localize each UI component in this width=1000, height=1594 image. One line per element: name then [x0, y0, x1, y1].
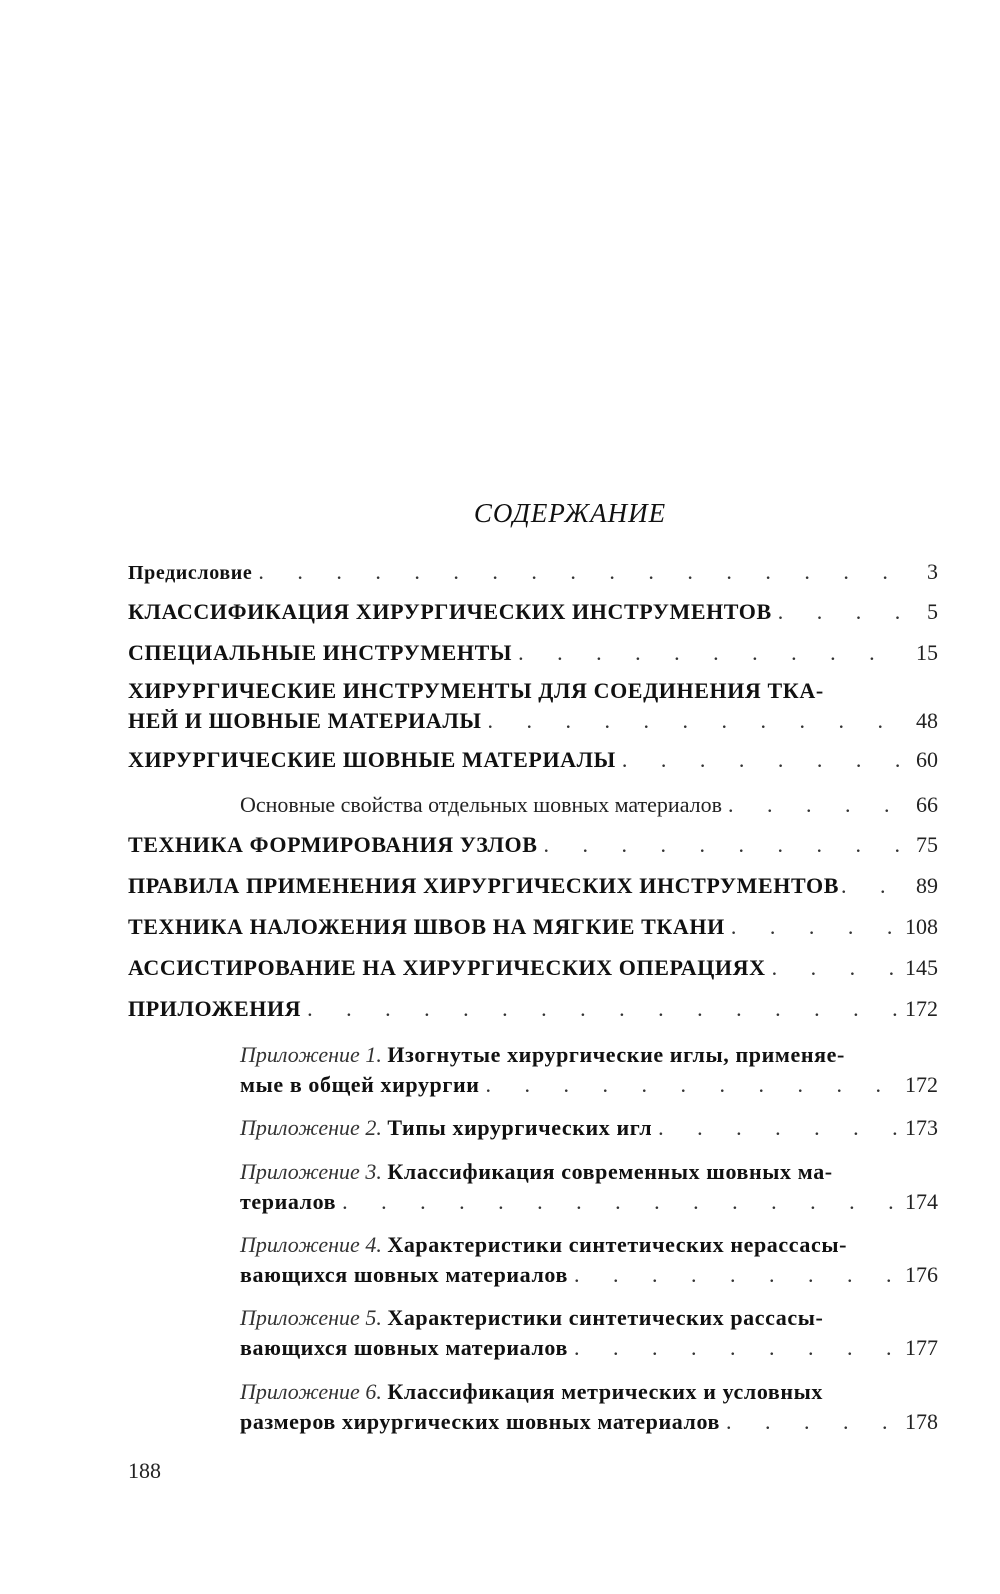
toc-entry-title: ХИРУРГИЧЕСКИЕ ШОВНЫЕ МАТЕРИАЛЫ	[128, 747, 616, 772]
appendix-label: Приложение 4.	[240, 1232, 382, 1257]
toc-entry-title: Предисловие	[128, 562, 253, 584]
toc-entry	[128, 830, 938, 860]
toc-entry	[128, 597, 938, 627]
toc-entry-page: 172	[905, 996, 938, 1021]
toc-entry	[128, 638, 938, 668]
toc-subentry	[240, 790, 938, 820]
toc-entry-title: ТЕХНИКА ФОРМИРОВАНИЯ УЗЛОВ	[128, 832, 538, 857]
appendix-page: 173	[905, 1115, 938, 1140]
dot-leader	[731, 912, 899, 942]
appendix-page: 174	[905, 1189, 938, 1214]
toc-appendix-entry	[240, 1230, 938, 1290]
appendix-title-line2: размеров хирургических шовных материалов	[240, 1409, 721, 1434]
appendix-page: 172	[905, 1072, 938, 1097]
appendix-title-line1: Изогнутые хирургические иглы, применяе-	[387, 1042, 845, 1067]
toc-appendix-entry	[240, 1377, 938, 1437]
appendix-title-line2: вающихся шовных материалов	[240, 1335, 568, 1360]
dot-leader	[488, 706, 908, 736]
appendix-title-line2: териалов	[240, 1189, 337, 1214]
toc-heading: СОДЕРЖАНИЕ	[473, 498, 667, 528]
toc-entry-title-line1: ХИРУРГИЧЕСКИЕ ИНСТРУМЕНТЫ ДЛЯ СОЕДИНЕНИЯ ТКА-	[128, 678, 824, 703]
toc-appendix-entry	[240, 1303, 938, 1363]
toc-entry-title: АССИСТИРОВАНИЕ НА ХИРУРГИЧЕСКИХ ОПЕРАЦИЯХ	[128, 955, 766, 980]
appendix-title-line1: Характеристики синтетических рассасы-	[387, 1305, 824, 1330]
dot-leader	[307, 994, 899, 1024]
toc-entry-title-line2: НЕЙ И ШОВНЫЕ МАТЕРИАЛЫ	[128, 708, 482, 733]
appendix-title-line1: Классификация современных шовных ма-	[387, 1159, 833, 1184]
toc-entry-page: 66	[916, 792, 938, 817]
toc-entry	[128, 912, 938, 942]
appendix-page: 176	[905, 1262, 938, 1287]
toc-entry-title: КЛАССИФИКАЦИЯ ХИРУРГИЧЕСКИХ ИНСТРУМЕНТОВ	[128, 599, 772, 624]
dot-leader	[622, 745, 908, 775]
dot-leader	[543, 830, 908, 860]
toc-entry-page: 145	[905, 955, 938, 980]
toc-appendix-entry	[240, 1157, 938, 1217]
toc-entry-title: ПРИЛОЖЕНИЯ	[128, 996, 302, 1021]
toc-entry-page: 3	[927, 559, 938, 584]
dot-leader	[726, 1407, 899, 1437]
appendix-label: Приложение 2.	[240, 1115, 382, 1140]
toc-entry-page: 75	[916, 832, 938, 857]
toc-entry-title: ТЕХНИКА НАЛОЖЕНИЯ ШВОВ НА МЯГКИЕ ТКАНИ	[128, 914, 725, 939]
toc-entry-page: 15	[916, 640, 938, 665]
dot-leader	[772, 953, 899, 983]
appendix-label: Приложение 1.	[240, 1042, 382, 1067]
appendix-title-line1: Типы хирургических игл	[387, 1115, 653, 1140]
toc-entry-page: 5	[927, 599, 938, 624]
toc-entry	[128, 953, 938, 983]
appendix-label: Приложение 6.	[240, 1379, 382, 1404]
appendix-title-line1: Характеристики синтетических нерассасы-	[387, 1232, 848, 1257]
toc-entry-title: Основные свойства отдельных шовных материалов	[240, 792, 723, 817]
toc-entry-page: 108	[905, 914, 938, 939]
dot-leader	[841, 871, 912, 901]
dot-leader	[778, 597, 908, 627]
toc-entry-page: 48	[916, 708, 938, 733]
dot-leader	[518, 638, 908, 668]
toc-entry	[128, 871, 938, 901]
appendix-title-line1: Классификация метрических и условных	[387, 1379, 824, 1404]
appendix-page: 178	[905, 1409, 938, 1434]
toc-entry	[128, 557, 938, 588]
dot-leader	[258, 557, 908, 587]
toc-entry-title: СПЕЦИАЛЬНЫЕ ИНСТРУМЕНТЫ	[128, 640, 513, 665]
appendix-page: 177	[905, 1335, 938, 1360]
dot-leader	[728, 790, 908, 820]
appendix-label: Приложение 3.	[240, 1159, 382, 1184]
dot-leader	[658, 1113, 899, 1143]
dot-leader	[574, 1260, 899, 1290]
dot-leader	[574, 1333, 899, 1363]
toc-appendix-entry	[240, 1040, 938, 1100]
dot-leader	[342, 1187, 899, 1217]
appendix-label: Приложение 5.	[240, 1305, 382, 1330]
toc-entry-page: 60	[916, 747, 938, 772]
dot-leader	[486, 1070, 899, 1100]
toc-appendix-entry	[240, 1113, 938, 1143]
appendix-title-line2: мые в общей хирургии	[240, 1072, 480, 1097]
toc-entry-page: 89	[916, 873, 938, 898]
toc-entry	[128, 745, 938, 775]
toc-entry	[128, 994, 938, 1024]
toc-entry	[128, 676, 938, 736]
page-number: 188	[128, 1458, 161, 1483]
appendix-title-line2: вающихся шовных материалов	[240, 1262, 568, 1287]
toc-entry-title: ПРАВИЛА ПРИМЕНЕНИЯ ХИРУРГИЧЕСКИХ ИНСТРУМЕНТОВ	[128, 873, 839, 898]
